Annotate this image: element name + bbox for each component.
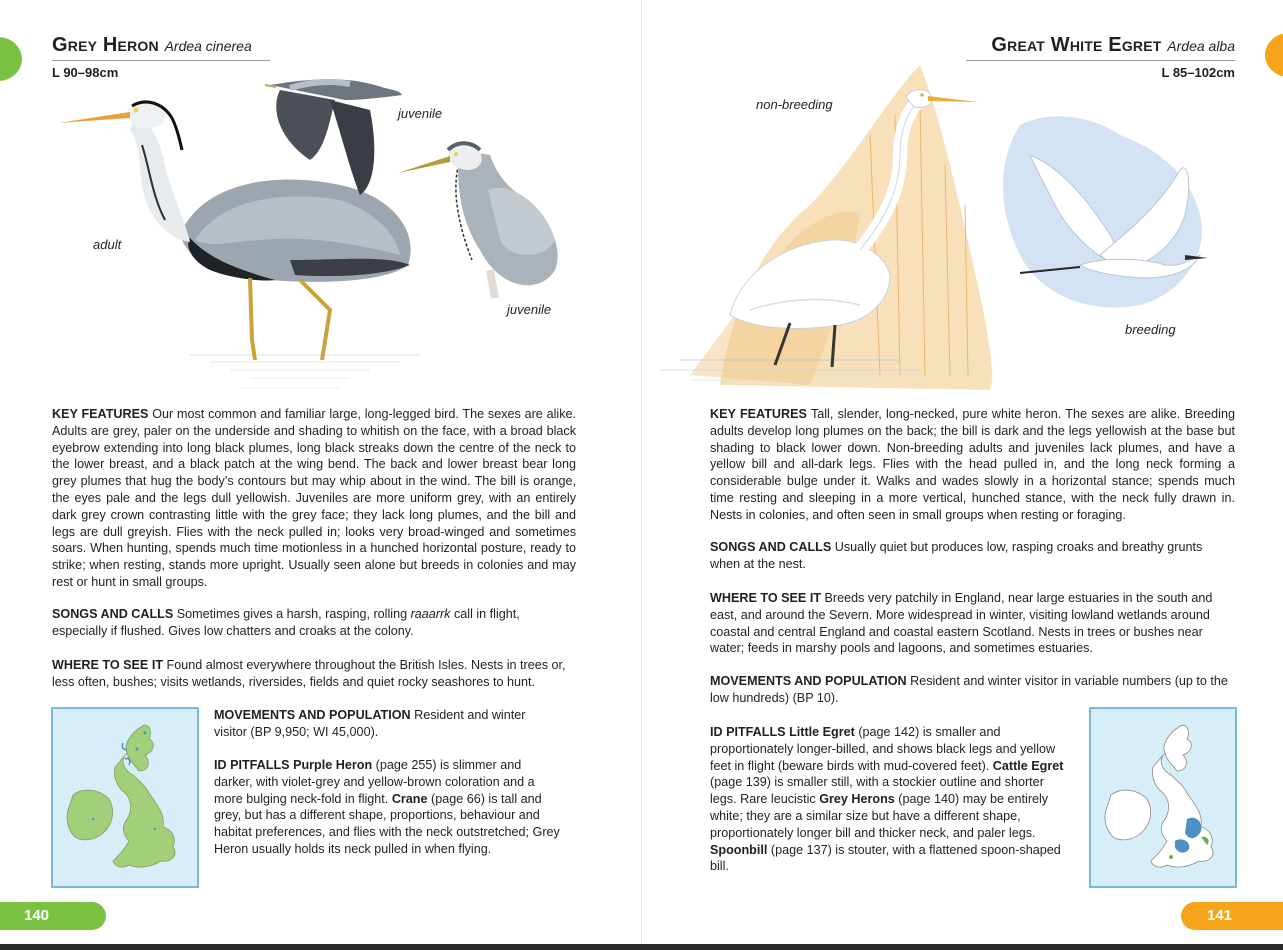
right-id-pitfalls: [710, 724, 1072, 875]
left-songs-heading: SONGS AND CALLS: [52, 607, 174, 621]
left-songs-text-post: call in flight, especially if flushed. Gives low chatters and croaks at the colony.: [52, 607, 520, 638]
right-size: L 85–102cm: [1161, 65, 1235, 80]
left-where-text: Found almost everywhere throughout the British Isles. Nests in trees or, less often, bushes; visits wetlands, riversides, fields and quiet rocky seashores to hunt.: [52, 658, 566, 689]
left-where-to-see: [52, 657, 576, 691]
left-key-features: [52, 406, 576, 591]
book-spine: [641, 0, 642, 950]
right-distribution-map: [1089, 707, 1237, 888]
right-movements-text: Resident and winter visitor in variable numbers (up to the low hundreds) (BP 10).: [710, 674, 1228, 705]
left-key-features-text: Our most common and familiar large, long-legged bird. The sexes are alike. Adults are grey, paler on the underside and shading to whitish on the face, with a broad black eyebrow extending into long black plumes, long black streaks down the centre of the neck to the lower breast, and a black patch at the wing bend. The back and lower breast bear long grey plumes that hug the body’s contours but may whip about in the wind. The bill is orange, the eyes pale and the legs dull yellowish. Juveniles are more uniform grey, with an entirely dark grey crown contrasting little with the grey face; they lack long plumes, and the bill and legs are dull greyish. Flies with the neck pulled in; looks very broad-winged and sometimes soars. When hunting, spends much time motionless in a hunched horizontal posture, ready to strike; when resting, stands more upright. Usually seen alone but breeds in colonies and may rest or hunt in small groups.: [52, 407, 576, 589]
left-pitfalls-heading: ID PITFALLS: [214, 758, 290, 772]
right-where-heading: WHERE TO SEE IT: [710, 591, 822, 605]
right-species-title: [991, 34, 1235, 57]
left-songs-calls: [52, 606, 576, 640]
right-movements-heading: MOVEMENTS AND POPULATION: [710, 674, 907, 688]
great-white-egret-range-map: [1091, 709, 1235, 886]
right-pitfalls-species-3: Grey Herons: [819, 792, 895, 807]
left-species-latin: Ardea cinerea: [164, 38, 252, 54]
right-pitfalls-text-2: (page 139) is smaller still, with a stockier outline and shorter legs. Rare leucistic: [710, 775, 1044, 807]
right-pitfalls-species-2: Cattle Egret: [992, 758, 1064, 773]
left-pitfalls-species-1: Purple Heron: [293, 758, 373, 772]
juvenile-heron-flying: [265, 79, 402, 195]
caption-breeding: breeding: [1125, 322, 1176, 337]
right-pitfalls-text-3: (page 140) may be entirely white; they are a similar size but have a different shape, proportionately longer bill and thicker neck, and paler legs.: [710, 792, 1049, 840]
left-movements-text: Resident and winter visitor (BP 9,950; WI 45,000).: [214, 708, 526, 739]
right-page-number: 141: [1181, 902, 1283, 930]
right-pitfalls-heading: ID PITFALLS: [710, 725, 786, 739]
left-title-rule: [52, 60, 270, 61]
water-reflection: [190, 355, 420, 388]
left-page-number: 140: [0, 902, 106, 930]
right-species-latin: Ardea alba: [1167, 38, 1235, 54]
left-size: L 90–98cm: [52, 65, 119, 80]
left-songs-call-word: raaarrk: [410, 607, 451, 621]
right-pitfalls-text-1: (page 142) is smaller and proportionately longer-billed, and shows black legs and yellow feet in flight (beware birds with mud-covered feet).: [710, 725, 1056, 773]
right-where-to-see: [710, 590, 1235, 657]
right-movements: [710, 673, 1235, 707]
left-movements-heading: MOVEMENTS AND POPULATION: [214, 708, 411, 722]
left-pitfalls-text-1: (page 255) is slimmer and darker, with violet-grey and yellow-brown coloration and a more bulging neck-fold in flight.: [214, 758, 535, 806]
left-key-features-heading: KEY FEATURES: [52, 407, 149, 421]
caption-adult: adult: [93, 237, 122, 252]
left-distribution-map: [51, 707, 199, 888]
juvenile-heron-standing: [398, 143, 558, 298]
left-species-title: [52, 34, 252, 57]
right-key-features-text: Tall, slender, long-necked, pure white heron. The sexes are alike. Breeding adults develop long plumes on the back; the bill is dark and the legs yellowish at the base but shading to black lower down. Non-breeding adults and juveniles lack plumes, and have a yellow bill and all-dark legs. Flies with the head pulled in, and the long neck forming a considerable bulge under it. Walks and wades slowly in a horizontal stance; spends much time resting and sleeping in a more vertical, hunched stance, with the neck fully drawn in. Nests in colonies, and often seen in small groups when resting or foraging.: [710, 407, 1235, 522]
grey-heron-illustration: [40, 70, 580, 400]
left-thumb-tab: [0, 37, 22, 81]
right-songs-text: Usually quiet but produces low, rasping croaks and breathy grunts when at the nest.: [710, 540, 1203, 571]
left-pitfalls-text-2: (page 66) is tall and grey, but has a different shape, proportions, behaviour and habitat preferences, and flies with the neck outstretched; Grey Heron usually holds its neck pulled in when flying.: [214, 791, 560, 856]
right-pitfalls-species-1: Little Egret: [789, 725, 855, 739]
caption-non-breeding: non-breeding: [756, 97, 833, 112]
left-movements: [214, 707, 560, 741]
right-pitfalls-species-4: Spoonbill: [710, 842, 768, 857]
right-songs-calls: [710, 539, 1235, 573]
right-thumb-tab: [1265, 33, 1283, 77]
left-where-heading: WHERE TO SEE IT: [52, 658, 164, 672]
caption-juvenile-flying: juvenile: [398, 106, 443, 121]
left-pitfalls-species-2: Crane: [391, 791, 428, 806]
right-species-name: Great White Egret: [991, 34, 1162, 56]
right-where-text: Breeds very patchily in England, near large estuaries in the south and east, and around the Severn. More widespread in winter, visiting lowland wetlands around coastal and central England and coastal eastern Scotland. Nests in trees or bushes near water; feeds in marshy pools and lagoons, and sometimes estuaries.: [710, 591, 1213, 656]
great-white-egret-illustration: [660, 55, 1230, 395]
right-key-features-heading: KEY FEATURES: [710, 407, 807, 421]
reed-wash: [690, 65, 992, 390]
left-songs-text-pre: Sometimes gives a harsh, rasping, rolling: [176, 607, 408, 621]
caption-juvenile-standing: juvenile: [507, 302, 552, 317]
left-id-pitfalls: [214, 757, 560, 858]
page-bottom-edge: [0, 944, 1283, 950]
left-species-name: Grey Heron: [52, 34, 159, 56]
grey-heron-range-map: [53, 709, 197, 886]
right-songs-heading: SONGS AND CALLS: [710, 540, 832, 554]
right-pitfalls-text-4: (page 137) is stouter, with a flattened spoon-shaped bill.: [710, 842, 1061, 874]
right-key-features: [710, 406, 1235, 524]
